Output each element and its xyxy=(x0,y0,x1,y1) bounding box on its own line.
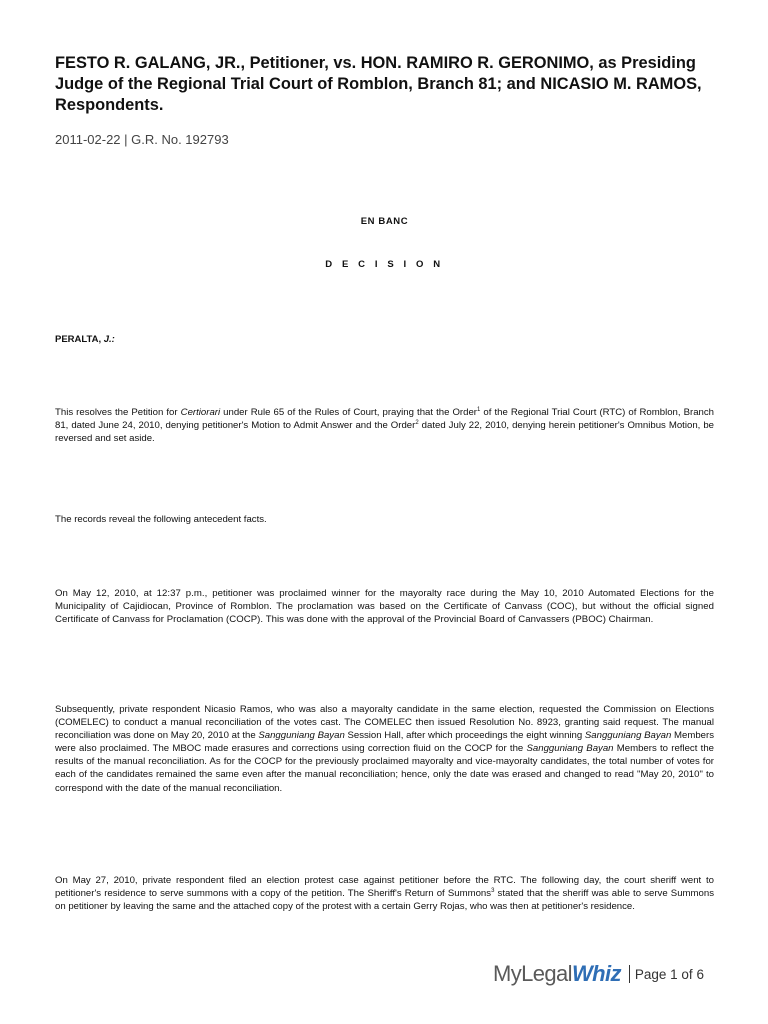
ponente xyxy=(55,334,115,345)
mylegalwhiz-logo xyxy=(493,963,621,985)
footnote-ref-2[interactable]: 2 xyxy=(415,420,419,427)
footer-divider xyxy=(629,965,630,983)
paragraph-1 xyxy=(55,406,714,445)
p5-text-b: stated that the sheriff was able to serve Summons on petitioner by leaving the same and the attached copy of the protest with a certain Gerry Rojas, who was then at petitioner's residence. xyxy=(55,888,714,913)
p1-text-e: dated July 22, 2010, denying herein petitioner's Omnibus Motion, be reversed and set aside. xyxy=(55,420,714,445)
p4-italic-d: Sangguniang Bayan xyxy=(584,730,672,742)
case-title: FESTO R. GALANG, JR., Petitioner, vs. HON. RAMIRO R. GERONIMO, as Presiding Judge of the Regional Trial Court of Romblon, Branch 81; and NICASIO M. RAMOS, Respondents. xyxy=(55,54,702,114)
p4-text-a: Subsequently, private respondent Nicasio Ramos, who was also a mayoralty candidate in the same election, requested the Commission on Elections (COMELEC) to conduct a manual reconciliation of the votes cast. The COMELEC then issued Resolution No. 8923, granting said request. The manual reconciliation was done on May 20, 2010 at the xyxy=(55,704,714,742)
page-number: Page 1 of 6 xyxy=(634,966,704,982)
p4-text-c: Session Hall, after which proceedings the eight winning xyxy=(344,730,585,742)
p4-text-e: Members were also proclaimed. The MBOC made erasures and corrections using correction fluid on the COCP for the xyxy=(55,730,715,755)
p1-text-c: under Rule 65 of the Rules of Court, praying that the Order xyxy=(220,407,477,418)
p4-text-g: Members to reflect the results of the manual reconciliation. As for the COCP for the previously proclaimed mayoralty and vice-mayoralty candidates, the total number of votes for each of the candidates remained the same even after the manual reconciliation; hence, only the date was erased and changed to read "May 20, 2010" to correspond with the date of the manual reconciliation. xyxy=(55,743,714,794)
p1-text-d: of the Regional Trial Court (RTC) of Romblon, Branch 81, dated June 24, 2010, denying petitioner's Motion to Admit Answer and the Order xyxy=(55,407,714,432)
logo-text-whiz: Whiz xyxy=(571,961,621,986)
paragraph-2: The records reveal the following antecedent facts. xyxy=(55,514,267,525)
footnote-ref-1[interactable]: 1 xyxy=(477,407,481,413)
en-banc-heading: EN BANC xyxy=(360,216,409,227)
paragraph-3: On May 12, 2010, at 12:37 p.m., petitioner was proclaimed winner for the mayoralty race during the May 10, 2010 Automated Elections for the Municipality of Cajidiocan, Province of Romblon. The proclamation was based on the Certificate of Canvass (COC), but without the official signed Certificate of Canvass for Proclamation (COCP). This was done with the approval of the Provincial Board of Canvassers (PBOC) Chairman. xyxy=(55,588,714,626)
ponente-suffix: J.: xyxy=(103,334,115,345)
paragraph-5 xyxy=(55,874,714,913)
paragraph-4 xyxy=(55,703,714,795)
decision-heading: D E C I S I O N xyxy=(325,259,444,270)
p4-italic-f: Sangguniang Bayan xyxy=(526,743,614,755)
ponente-name: PERALTA, xyxy=(55,334,102,345)
p5-text-a: On May 27, 2010, private respondent filed an election protest case against petitioner before the RTC. The following day, the court sheriff went to petitioner's residence to serve summons with a copy of the petition. The Sheriff's Return of Summons xyxy=(55,875,714,900)
logo-text-my: MyLegal xyxy=(493,961,572,986)
p1-text-a: This resolves the Petition for xyxy=(55,407,181,418)
p1-certiorari: Certiorari xyxy=(180,407,221,418)
case-meta: 2011-02-22 | G.R. No. 192793 xyxy=(55,132,229,147)
footnote-ref-3[interactable]: 3 xyxy=(491,888,495,895)
page-footer xyxy=(493,958,704,990)
p4-italic-b: Sangguniang Bayan xyxy=(258,730,345,742)
